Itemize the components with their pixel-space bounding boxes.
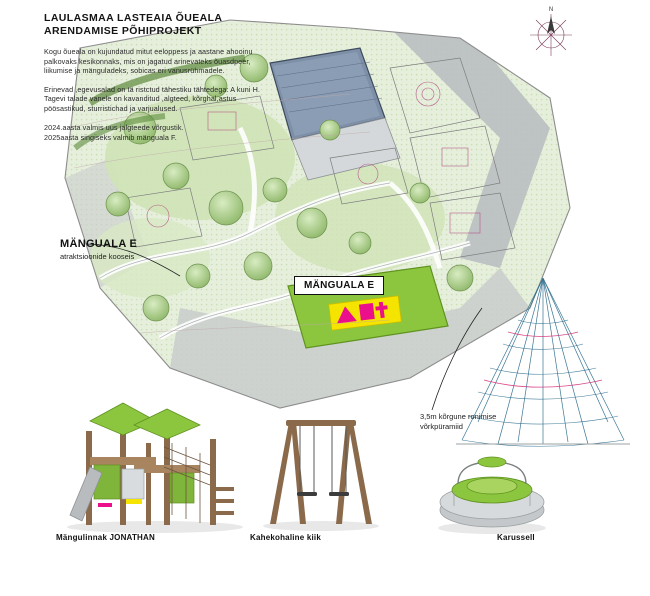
label-play-area-a-title: MÄNGUALA E	[60, 238, 138, 250]
caption-swing: Kahekohaline kiik	[250, 533, 321, 542]
caption-carousel: Karussell	[497, 533, 535, 542]
net-pyramid-note-line-1: 3,5m kõrgune ronimise	[420, 412, 497, 421]
swing-render	[256, 412, 386, 532]
net-pyramid-note	[420, 412, 496, 432]
caption-play-tower: Mängulinnak JONATHAN	[56, 533, 155, 542]
description-paragraph-4: 2025aasta singiseks valmib mänguala F.	[44, 133, 177, 143]
label-play-area-a	[60, 238, 137, 262]
poster-title-line-2: ARENDAMISE PÕHIPROJEKT	[44, 25, 202, 37]
description-paragraph-1: Kogu õueala on kujundatud mitut eeloppess ja aastane ahooinu palkovaks kesikonnaks, mis on jagatud arinevateks õuasdpeer, liikumise ja mänguladeks, sobicas eri vanusrühmadele.	[44, 47, 253, 76]
carousel-render	[432, 440, 552, 536]
label-play-area-e: MÄNGUALA E	[294, 276, 384, 295]
compass-rose	[528, 7, 574, 58]
description-paragraph-2: Erinevad ,egevusalad on tä ristctud tähestiku tähtedega: A kuni H. Tagevi talade vanele on kavanditud ,algteed, kõrghal,astus pöösastikud, sturristichad ja varjualused.	[44, 84, 260, 113]
poster-title-line-1: LAULASMAA LASTEAIA ÕUEALA	[44, 12, 223, 24]
net-pyramid-note-line-2: võrkpüramiid	[420, 422, 463, 431]
compass-north-label: N	[548, 7, 554, 13]
description-paragraph-3: 2024.aasta valmis uus jalgteede võrgustik.	[44, 122, 184, 132]
play-tower-render	[60, 395, 250, 535]
title-block	[44, 12, 314, 143]
label-play-area-a-subtitle: atraktsioonide kooseis	[60, 252, 135, 261]
